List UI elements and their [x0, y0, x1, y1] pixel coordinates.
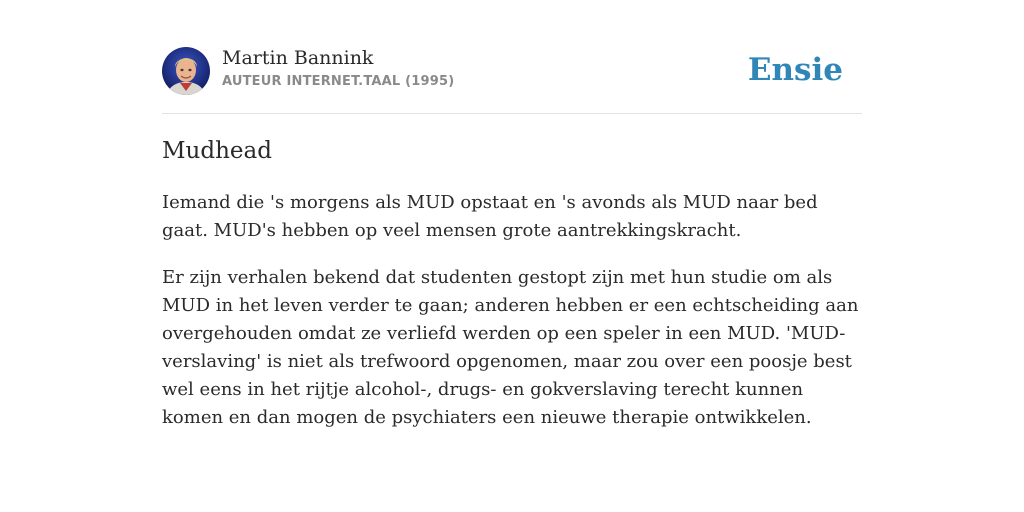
- entry-card: [162, 46, 862, 432]
- entry-title: Mudhead: [162, 138, 272, 164]
- entry-header: [162, 46, 862, 114]
- entry-paragraph: Er zijn verhalen bekend dat studenten gestopt zijn met hun studie om als MUD in het leven verder te gaan; anderen hebben er een echtscheiding aan overgehouden omdat ze verliefd werden op een speler in een MUD. 'MUD-verslaving' is niet als trefwoord opgenomen, maar zou over een poosje best wel eens in het rijtje alcohol-, drugs- en gokverslaving terecht kunnen komen en dan mogen de psychiaters een nieuwe therapie ontwikkelen.: [162, 267, 859, 428]
- author-name[interactable]: Martin Bannink: [222, 47, 374, 69]
- brand-logo[interactable]: Ensie: [747, 52, 843, 88]
- entry-paragraph: Iemand die 's morgens als MUD opstaat en 's avonds als MUD naar bed gaat. MUD's hebben op veel mensen grote aantrekkingskracht.: [162, 192, 818, 241]
- author-avatar[interactable]: [162, 47, 210, 95]
- author-portrait-icon: [162, 47, 210, 95]
- author-meta: AUTEUR INTERNET.TAAL (1995): [222, 74, 455, 89]
